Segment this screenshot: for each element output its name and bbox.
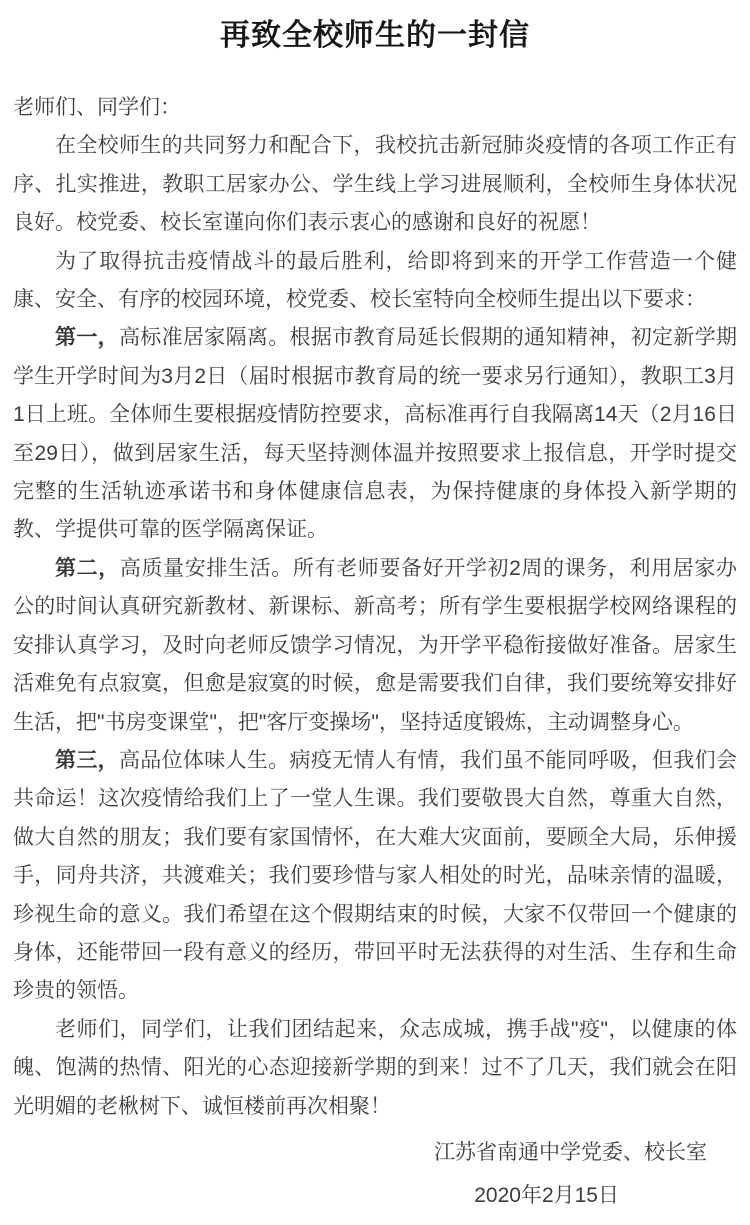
- paragraph-text: 老师们，同学们，让我们团结起来，众志成城，携手战"疫"，以健康的体魄、饱满的热情、阳光的心态迎接新学期的到来！过不了几天，我们就会在阳光明媚的老楸树下、诚恒楼前再次相聚！: [13, 1017, 737, 1118]
- paragraph-lead: 第二，: [55, 556, 120, 580]
- paragraph-requirement-three: [13, 742, 737, 1011]
- paragraph-progress-update: [13, 127, 737, 242]
- paragraph-text: 在全校师生的共同努力和配合下，我校抗击新冠肺炎疫情的各项工作正有序、扎实推进，教职工居家办公、学生线上学习进展顺利，全校师生身体状况良好。校党委、校长室谨向你们表示衷心的感谢和良好的祝愿！: [13, 134, 737, 235]
- paragraph-closing: [13, 1011, 737, 1126]
- paragraph-requirement-two: [13, 550, 737, 742]
- paragraph-lead: 第一，: [55, 326, 119, 350]
- paragraph-lead: 第三，: [55, 748, 119, 772]
- paragraph-requirement-one: [13, 319, 737, 549]
- paragraph-text: 高质量安排生活。所有老师要备好开学初2周的课务，利用居家办公的时间认真研究新教材、新课标、新高考；所有学生要根据学校网络课程的安排认真学习，及时向老师反馈学习情况，为开学平稳衔接做好准备。居家生活难免有点寂寞，但愈是寂寞的时候，愈是需要我们自律，我们要统筹安排好生活，把"书房变课堂"，把"客厅变操场"，坚持适度锻炼，主动调整身心。: [13, 556, 737, 734]
- paragraph-text: 高标准居家隔离。根据市教育局延长假期的通知精神，初定新学期学生开学时间为3月2日（届时根据市教育局的统一要求另行通知），教职工3月1日上班。全体师生要根据疫情防控要求，高标准再行自我隔离14天（2月16日至29日），做到居家生活，每天坚持测体温并按照要求上报信息，开学时提交完整的生活轨迹承诺书和身体健康信息表，为保持健康的身体投入新学期的教、学提供可靠的医学隔离保证。: [13, 326, 737, 542]
- letter-date: 2020年2月15日: [474, 1184, 619, 1208]
- letter-title: 再致全校师生的一封信: [220, 19, 530, 52]
- salutation: 老师们、同学们：: [13, 96, 181, 119]
- signature: 江苏省南通中学党委、校长室: [434, 1140, 707, 1164]
- paragraph-text: 高品位体味人生。病疫无情人有情，我们虽不能同呼吸，但我们会共命运！这次疫情给我们上了一堂人生课。我们要敬畏大自然，尊重大自然，做大自然的朋友；我们要有家国情怀，在大难大灾面前，要顾全大局，乐伸援手，同舟共济，共渡难关；我们要珍惜与家人相处的时光，品味亲情的温暖，珍视生命的意义。我们希望在这个假期结束的时候，大家不仅带回一个健康的身体，还能带回一段有意义的经历，带回平时无法获得的对生活、生存和生命珍贵的领悟。: [13, 748, 737, 1003]
- paragraph-text: 为了取得抗击疫情战斗的最后胜利，给即将到来的开学工作营造一个健康、安全、有序的校园环境，校党委、校长室特向全校师生提出以下要求：: [13, 249, 737, 312]
- paragraph-requirements-intro: [13, 243, 737, 320]
